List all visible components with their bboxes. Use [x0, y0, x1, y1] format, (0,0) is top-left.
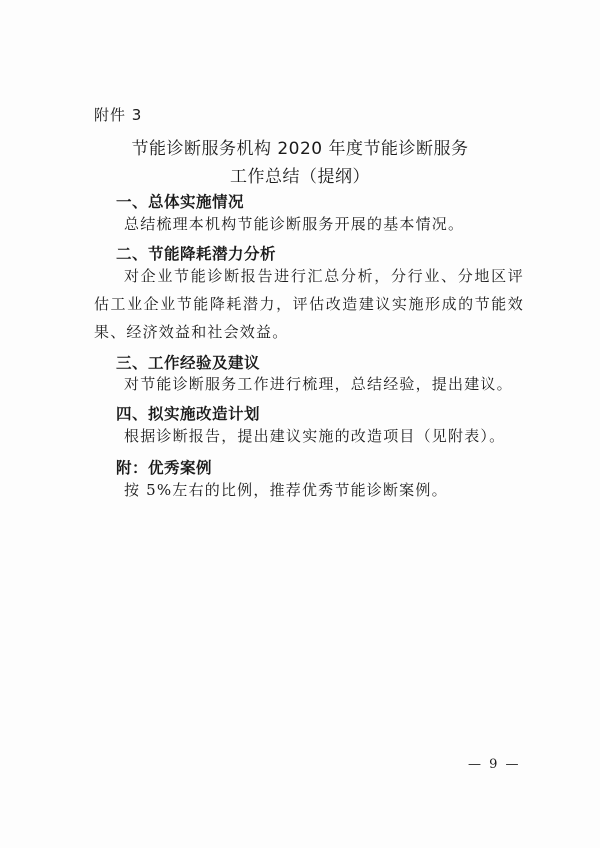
section-heading-4: 四、拟实施改造计划 — [116, 405, 261, 423]
section-body-1: 总结梳理本机构节能诊断服务开展的基本情况。 — [124, 215, 465, 233]
document-title-line-2: 工作总结（提纲） — [230, 167, 370, 187]
section-heading-1: 一、总体实施情况 — [116, 193, 245, 211]
section-body-3: 对节能诊断服务工作进行梳理，总结经验，提出建议。 — [124, 375, 513, 393]
section-body-appendix: 按 5%左右的比例，推荐优秀节能诊断案例。 — [124, 481, 448, 499]
document-title-line-1: 节能诊断服务机构 2020 年度节能诊断服务 — [131, 139, 469, 159]
section-heading-3: 三、工作经验及建议 — [116, 354, 261, 372]
section-heading-appendix: 附：优秀案例 — [116, 459, 213, 477]
section-heading-2: 二、节能降耗潜力分析 — [116, 245, 277, 263]
section-body-4: 根据诊断报告，提出建议实施的改造项目（见附表）。 — [124, 427, 506, 445]
attachment-label: 附件 3 — [94, 106, 143, 124]
section-body-2: 对企业节能诊断报告进行汇总分析，分行业、分地区评估工业企业节能降耗潜力，评估改造建议实施形成的节能效果、经济效益和社会效益。 — [94, 267, 524, 341]
page-number: — 9 — — [468, 757, 521, 772]
